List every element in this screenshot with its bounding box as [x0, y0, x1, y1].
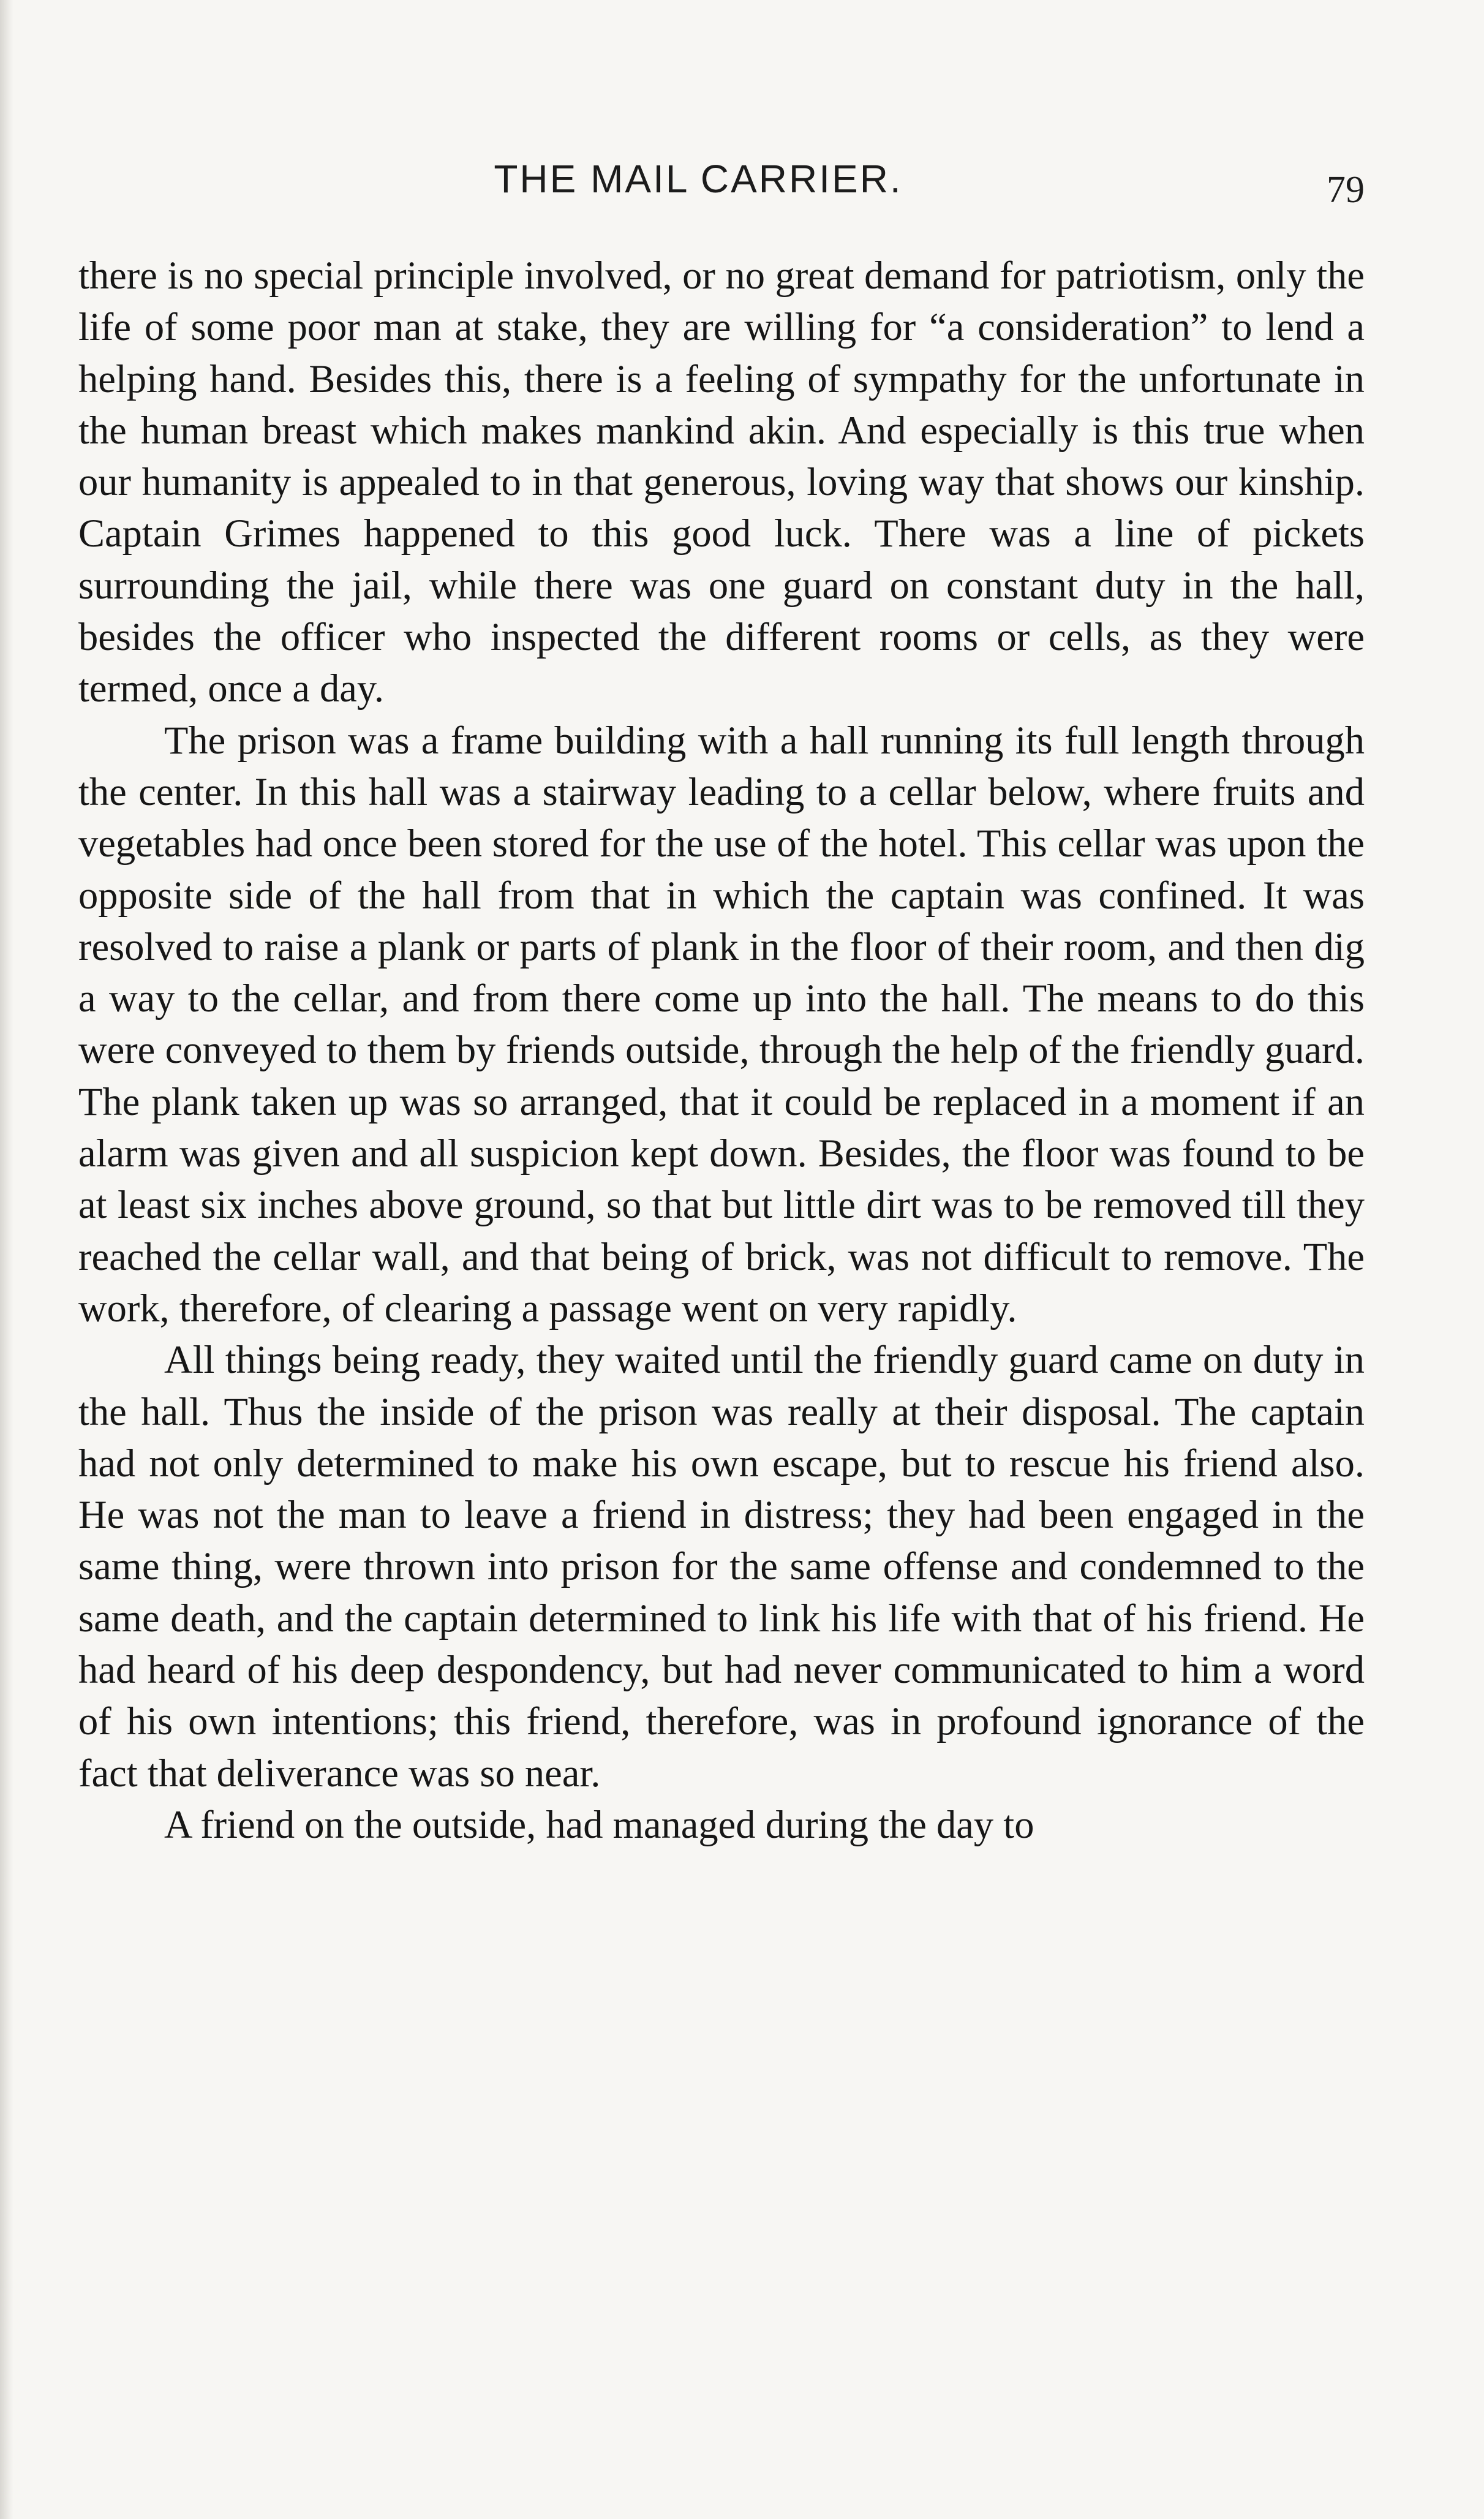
body-text — [78, 250, 1365, 1851]
paragraph-1: there is no special principle involved, or no great demand for patriotism, only the life of some poor man at stake, they are willing for “a consideration” to lend a helping hand. Besides this, there is a feeling of sympathy for the unfortunate in the human breast which makes mankind akin. And especially is this true when our humanity is appealed to in that generous, loving way that shows our kinship. Captain Grimes happened to this good luck. There was a line of pickets surrounding the jail, while there was one guard on constant duty in the hall, besides the officer who inspected the different rooms or cells, as they were termed, once a day. — [78, 254, 1365, 711]
paragraph-3: All things being ready, they waited until the friendly guard came on duty in the hall. Thus the inside of the prison was really at their disposal. The captain had not only determined to make his own escape, but to rescue his friend also. He was not the man to leave a friend in distress; they had been engaged in the same thing, were thrown into prison for the same offense and condemned to the same death, and the captain determined to link his life with that of his friend. He had heard of his deep despondency, but had never communicated to him a word of his own intentions; this friend, therefore, was in profound ignorance of the fact that deliverance was so near. — [78, 1338, 1365, 1795]
paragraph-2: The prison was a frame building with a hall running its full length through the center. In this hall was a stairway leading to a cellar below, where fruits and vegetables had once been stored for the use of the hotel. This cellar was upon the opposite side of the hall from that in which the captain was confined. It was resolved to raise a plank or parts of plank in the floor of their room, and then dig a way to the cellar, and from there come up into the hall. The means to do this were conveyed to them by friends outside, through the help of the friendly guard. The plank taken up was so arranged, that it could be replaced in a moment if an alarm was given and all suspicion kept down. Besides, the floor was found to be at least six inches above ground, so that but little dirt was to be removed till they reached the cellar wall, and that being of brick, was not difficult to remove. The work, therefore, of clearing a passage went on very rapidly. — [78, 718, 1365, 1330]
page-edge-shadow — [0, 0, 13, 2519]
running-title: THE MAIL CARRIER. — [494, 157, 903, 201]
paragraph-4: A friend on the outside, had managed during the day to — [164, 1802, 1034, 1846]
page-number: 79 — [1327, 169, 1365, 211]
page-header — [0, 156, 1484, 230]
